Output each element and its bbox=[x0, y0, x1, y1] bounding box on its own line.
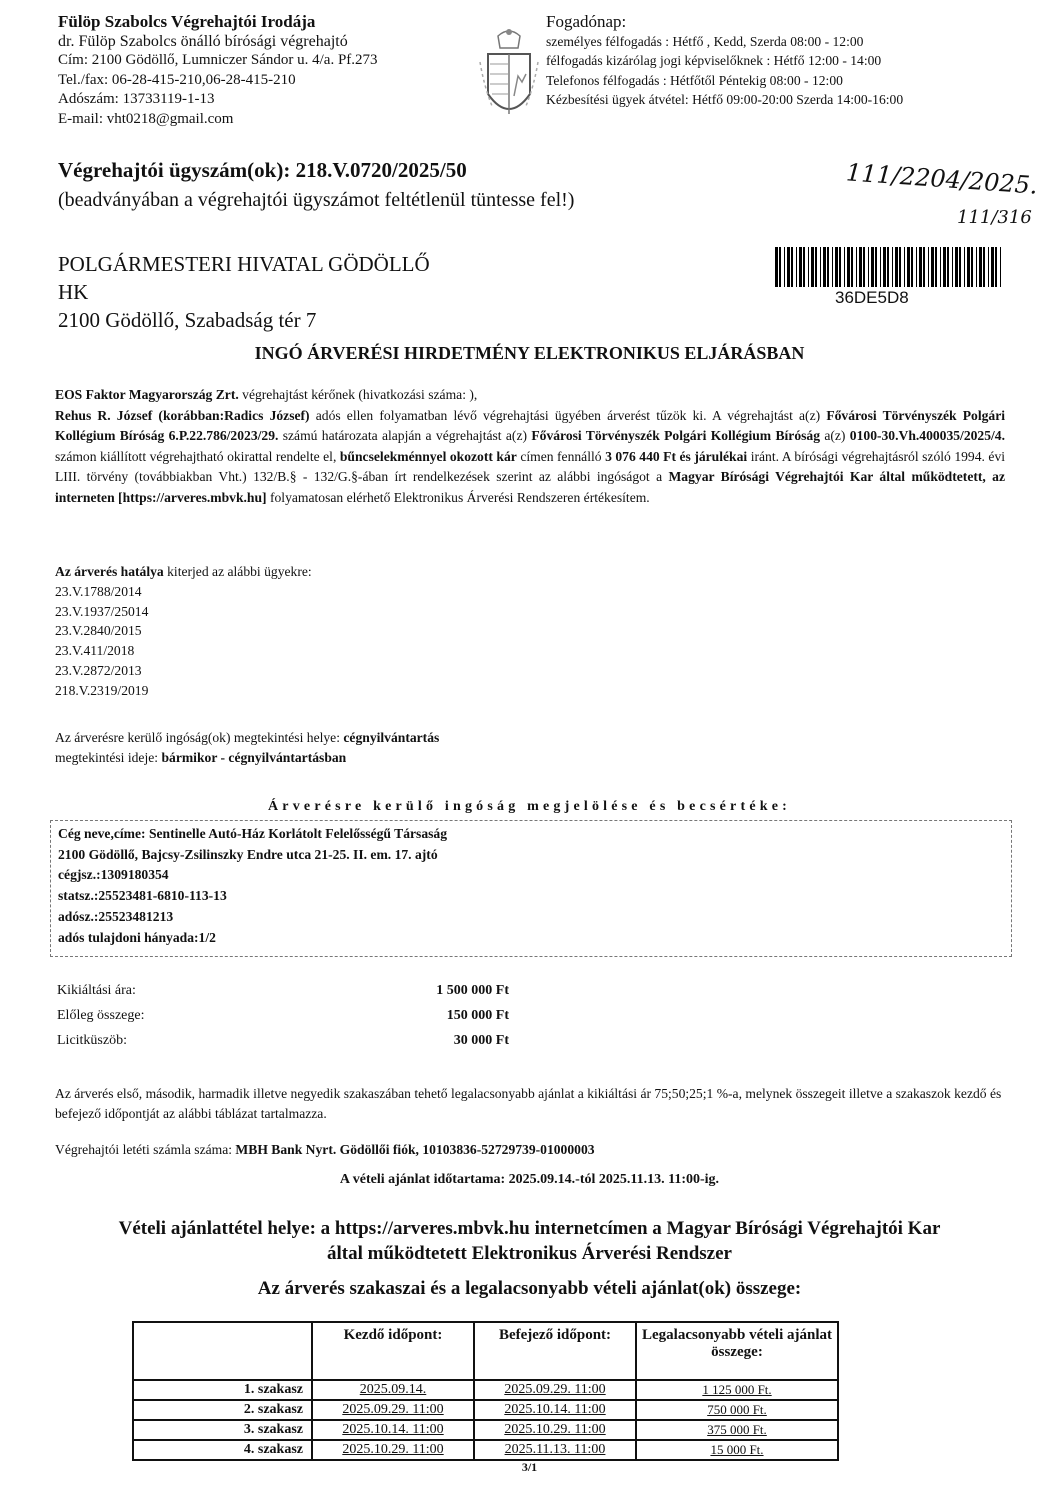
case-number: Végrehajtói ügyszám(ok): 218.V.0720/2025/50 bbox=[58, 158, 467, 182]
case-number-note: (beadványában a végrehajtói ügyszámot feltétlenül tüntesse fel!) bbox=[58, 189, 575, 211]
table-header: Befejező időpont: bbox=[474, 1322, 636, 1380]
barcode-bar bbox=[899, 247, 901, 287]
price-value: 1 500 000 Ft bbox=[436, 983, 509, 998]
claim-title: bűncselekménnyel okozott kár bbox=[339, 448, 517, 464]
viewing-info bbox=[55, 728, 439, 768]
barcode-bar bbox=[995, 247, 997, 287]
scope-label: Az árverés hatálya bbox=[55, 564, 164, 579]
barcode-bar bbox=[904, 247, 905, 287]
stage-end: 2025.09.29. 11:00 bbox=[474, 1380, 636, 1400]
stage-name: 4. szakasz bbox=[133, 1440, 312, 1460]
barcode-bar bbox=[827, 247, 829, 287]
table-header-row bbox=[133, 1322, 838, 1380]
stage-name: 3. szakasz bbox=[133, 1420, 312, 1440]
office-name: Fülöp Szabolcs Végrehajtói Irodája bbox=[58, 12, 316, 31]
office-hours bbox=[546, 12, 1026, 110]
item-line: statsz.:25523481-6810-113-13 bbox=[58, 888, 227, 904]
barcode-bar bbox=[815, 247, 817, 287]
barcode-bar bbox=[808, 247, 809, 287]
barcode-bar bbox=[835, 247, 838, 287]
scope-case: 23.V.1937/25014 bbox=[55, 603, 149, 619]
price-list bbox=[57, 978, 509, 1053]
recipient-city: 2100 Gödöllő, Szabadság tér 7 bbox=[58, 308, 317, 332]
barcode-bar bbox=[955, 247, 958, 287]
viewing-time-value: bármikor - cégnyilvántartásban bbox=[161, 750, 347, 765]
barcode-bar bbox=[887, 247, 889, 287]
stages-table bbox=[132, 1321, 839, 1461]
barcode-bar bbox=[796, 247, 797, 287]
price-row bbox=[57, 978, 509, 1003]
barcode-bar bbox=[847, 247, 850, 287]
barcode-bar bbox=[856, 247, 857, 287]
barcode-bar bbox=[871, 247, 874, 287]
office-hours-title: Fogadónap: bbox=[546, 12, 627, 31]
barcode-bar bbox=[868, 247, 869, 287]
scope-case: 218.V.2319/2019 bbox=[55, 682, 149, 698]
price-row bbox=[57, 1028, 509, 1053]
bid-place-line: Vételi ajánlattétel helye: a https://arveres.mbvk.hu internetcímen a Magyar Bírósági Végrehajtói Kar bbox=[118, 1218, 941, 1239]
price-value: 30 000 Ft bbox=[453, 1033, 509, 1048]
office-header bbox=[58, 12, 478, 129]
item-line: cégjsz.:1309180354 bbox=[58, 867, 169, 883]
barcode-bar bbox=[892, 247, 893, 287]
barcode-bar bbox=[859, 247, 862, 287]
bank-value: MBH Bank Nyrt. Gödöllői fiók, 10103836-52729739-01000003 bbox=[235, 1142, 595, 1157]
office-hours-line: Telefonos félfogadás : Hétfőtől Péntekig 08:00 - 12:00 bbox=[546, 72, 843, 88]
barcode-text: 36DE5D8 bbox=[835, 288, 909, 307]
barcode-bar bbox=[907, 247, 910, 287]
office-hours-line: Kézbesítési ügyek átvétel: Hétfő 09:00-20:00 Szerda 14:00-16:00 bbox=[546, 92, 904, 107]
stage-min-bid: 750 000 Ft. bbox=[636, 1400, 838, 1420]
barcode-bar bbox=[779, 247, 781, 287]
barcode-bar bbox=[919, 247, 922, 287]
auction-notice-body bbox=[55, 385, 1005, 509]
barcode-bar bbox=[935, 247, 937, 287]
stage-name: 2. szakasz bbox=[133, 1400, 312, 1420]
stage-name: 1. szakasz bbox=[133, 1380, 312, 1400]
handwritten-note: 111/316 bbox=[957, 207, 1032, 228]
stage-end: 2025.11.13. 11:00 bbox=[474, 1440, 636, 1460]
item-details bbox=[58, 824, 447, 948]
table-row bbox=[133, 1440, 838, 1460]
price-label: Licitküszöb: bbox=[57, 1033, 127, 1048]
bid-place-line: által működtetett Elektronikus Árverési Rendszer bbox=[327, 1243, 732, 1264]
barcode-bar bbox=[964, 247, 965, 287]
price-label: Kikiáltási ára: bbox=[57, 983, 136, 998]
viewing-place-label: Az árverésre kerülő ingóság(ok) megtekintési helye: bbox=[55, 730, 344, 745]
barcode-bar bbox=[799, 247, 802, 287]
scope-text: kiterjed az alábbi ügyekre: bbox=[163, 564, 312, 579]
barcode-bar bbox=[952, 247, 953, 287]
barcode-bar bbox=[916, 247, 917, 287]
officer-name: dr. Fülöp Szabolcs önálló bírósági végrehajtó bbox=[58, 32, 348, 50]
court-decision: Fővárosi Törvényszék Polgári Kollégium Bíróság 6.P.22.786/2023/29. bbox=[55, 407, 1006, 444]
handwritten-registration-number: 111/2204/2025. bbox=[845, 158, 1039, 200]
barcode-bar bbox=[971, 247, 973, 287]
barcode-bar bbox=[883, 247, 886, 287]
barcode bbox=[775, 247, 1005, 287]
body-text: a(z) bbox=[820, 428, 850, 444]
barcode-bar bbox=[976, 247, 977, 287]
barcode-bar bbox=[811, 247, 814, 287]
document-title: INGÓ ÁRVERÉSI HIRDETMÉNY ELEKTRONIKUS ELJÁRÁSBAN bbox=[254, 343, 805, 363]
scope-case: 23.V.1788/2014 bbox=[55, 583, 142, 599]
auction-scope bbox=[55, 562, 312, 701]
recipient-address bbox=[58, 250, 430, 334]
body-text: számú határozata alapján a végrehajtást a(z) bbox=[278, 428, 532, 444]
body-text: folyamatosan elérhető Elektronikus Árverési Rendszeren értékesítem. bbox=[266, 489, 650, 505]
stages-title: Az árverés szakaszai és a legalacsonyabb vételi ajánlat(ok) összege: bbox=[257, 1278, 802, 1299]
stage-start: 2025.10.14. 11:00 bbox=[312, 1420, 474, 1440]
stage-start: 2025.10.29. 11:00 bbox=[312, 1440, 474, 1460]
office-address: Cím: 2100 Gödöllő, Lumniczer Sándor u. 4/a. Pf.273 bbox=[58, 52, 378, 68]
body-text: címen fennálló bbox=[516, 448, 606, 464]
item-line: adós tulajdoni hányada:1/2 bbox=[58, 929, 216, 945]
barcode-bar bbox=[851, 247, 853, 287]
barcode-bar bbox=[983, 247, 985, 287]
item-line: 2100 Gödöllő, Bajcsy-Zsilinszky Endre utca 21-25. II. em. 17. ajtó bbox=[58, 846, 438, 862]
bank-account bbox=[55, 1142, 595, 1158]
court-name: Fővárosi Törvényszék Polgári Kollégium Bíróság bbox=[531, 428, 821, 444]
item-line: adósz.:25523481213 bbox=[58, 908, 174, 924]
coat-of-arms-icon bbox=[478, 26, 540, 130]
barcode-bar bbox=[943, 247, 946, 287]
viewing-time bbox=[55, 748, 439, 768]
stage-start: 2025.09.29. 11:00 bbox=[312, 1400, 474, 1420]
bid-place bbox=[0, 1216, 1059, 1266]
price-value: 150 000 Ft bbox=[446, 1008, 509, 1023]
barcode-bar bbox=[844, 247, 845, 287]
table-row bbox=[133, 1420, 838, 1440]
barcode-bar bbox=[839, 247, 841, 287]
barcode-bar bbox=[923, 247, 925, 287]
barcode-bar bbox=[823, 247, 826, 287]
creditor-text: végrehajtást kérőnek (hivatkozási száma: ), bbox=[238, 387, 478, 402]
recipient-line: HK bbox=[58, 280, 89, 304]
stage-min-bid: 375 000 Ft. bbox=[636, 1420, 838, 1440]
office-hours-line: félfogadás kizárólag jogi képviselőknek : Hétfő 12:00 - 14:00 bbox=[546, 53, 882, 68]
bid-period-label: A vételi ajánlat időtartama: bbox=[339, 1172, 509, 1187]
viewing-place bbox=[55, 728, 439, 748]
viewing-time-label: megtekintési ideje: bbox=[55, 750, 162, 765]
body-text: számon kiállított végrehajtható okirattal rendelte el, bbox=[55, 448, 340, 464]
table-header: Legalacsonyabb vételi ajánlat összege: bbox=[636, 1322, 838, 1380]
bid-period bbox=[0, 1172, 1059, 1188]
barcode-bar bbox=[1000, 247, 1001, 287]
bank-label: Végrehajtói letéti számla száma: bbox=[55, 1142, 236, 1157]
stage-end: 2025.10.14. 11:00 bbox=[474, 1400, 636, 1420]
table-header: Kezdő időpont: bbox=[312, 1322, 474, 1380]
barcode-bar bbox=[787, 247, 790, 287]
barcode-bar bbox=[991, 247, 994, 287]
stages-explanation: Az árverés első, második, harmadik illetve negyedik szakaszában tehető legalacsonyabb ajánlat a kikiáltási ár 75;50;25;1 %-a, melynek összegeit illetve a szakaszok kezdő és befejező időpontját az alábbi táblázat tartalmazza. bbox=[55, 1086, 1002, 1121]
barcode-bar bbox=[988, 247, 989, 287]
barcode-bar bbox=[863, 247, 865, 287]
creditor-name: EOS Faktor Magyarország Zrt. bbox=[55, 387, 239, 402]
price-label: Előleg összege: bbox=[57, 1008, 145, 1023]
barcode-bar bbox=[959, 247, 961, 287]
scope-intro bbox=[55, 562, 312, 582]
page-number: 3/1 bbox=[521, 1460, 538, 1474]
scope-case: 23.V.2840/2015 bbox=[55, 623, 142, 639]
barcode-bar bbox=[880, 247, 881, 287]
debtor-paragraph bbox=[55, 406, 1005, 509]
recipient-name: POLGÁRMESTERI HIVATAL GÖDÖLLŐ bbox=[58, 252, 430, 276]
office-phone: Tel./fax: 06-28-415-210,06-28-415-210 bbox=[58, 71, 296, 88]
bid-period-value: 2025.09.14.-tól 2025.11.13. 11:00-ig. bbox=[508, 1172, 720, 1187]
stage-min-bid: 15 000 Ft. bbox=[636, 1440, 838, 1460]
barcode-bar bbox=[791, 247, 793, 287]
barcode-bar bbox=[784, 247, 785, 287]
office-hours-line: személyes félfogadás : Hétfő , Kedd, Szerda 08:00 - 12:00 bbox=[546, 33, 864, 49]
barcode-bar bbox=[931, 247, 934, 287]
barcode-bar bbox=[895, 247, 898, 287]
barcode-bar bbox=[803, 247, 805, 287]
item-line: Cég neve,címe: Sentinelle Autó-Ház Korlátolt Felelősségű Társaság bbox=[58, 826, 447, 841]
claim-amount: 3 076 440 Ft és járulékai bbox=[605, 448, 748, 464]
stage-min-bid: 1 125 000 Ft. bbox=[636, 1380, 838, 1400]
item-section-title: Árverésre kerülő ingóság megjelölése és becsértéke: bbox=[268, 799, 791, 814]
stage-start: 2025.09.14. bbox=[312, 1380, 474, 1400]
stage-end: 2025.10.29. 11:00 bbox=[474, 1420, 636, 1440]
barcode-bar bbox=[928, 247, 929, 287]
barcode-bar bbox=[979, 247, 982, 287]
barcode-bar bbox=[820, 247, 821, 287]
office-tax-number: Adószám: 13733119-1-13 bbox=[58, 91, 215, 107]
office-email: E-mail: vht0218@gmail.com bbox=[58, 110, 234, 127]
auction-system: Magyar Bírósági Végrehajtói Kar által működtetett, az interneten [https://arveres.mbvk.hu] bbox=[55, 469, 1006, 505]
barcode-bar bbox=[967, 247, 970, 287]
barcode-bar bbox=[832, 247, 833, 287]
body-text: adós ellen folyamatban lévő végrehajtási ügyében árverést tűzök ki. A végrehajtást a(z) bbox=[309, 407, 827, 423]
barcode-bar bbox=[911, 247, 913, 287]
barcode-bar bbox=[775, 247, 778, 287]
scope-case: 23.V.411/2018 bbox=[55, 643, 135, 659]
viewing-place-value: cégnyilvántartás bbox=[343, 730, 440, 745]
creditor-line bbox=[55, 385, 1005, 406]
barcode-bar bbox=[940, 247, 941, 287]
table-row bbox=[133, 1380, 838, 1400]
barcode-bar bbox=[875, 247, 877, 287]
debtor-name: Rehus R. József (korábban:Radics József) bbox=[55, 407, 310, 423]
table-row bbox=[133, 1400, 838, 1420]
barcode-bar bbox=[947, 247, 949, 287]
body-text: iránt. A bírósági végrehajtásról szóló 1994. évi LIII. törvény (továbbiakban Vht.) 132/B.§ - 132/G.§-ában írt rendelkezések szerint az alábbi ingóságot a bbox=[55, 448, 1006, 485]
price-row bbox=[57, 1003, 509, 1028]
scope-case: 23.V.2872/2013 bbox=[55, 662, 142, 678]
table-header bbox=[133, 1322, 312, 1380]
enforcement-doc-number: 0100-30.Vh.400035/2025/4. bbox=[849, 428, 1005, 444]
